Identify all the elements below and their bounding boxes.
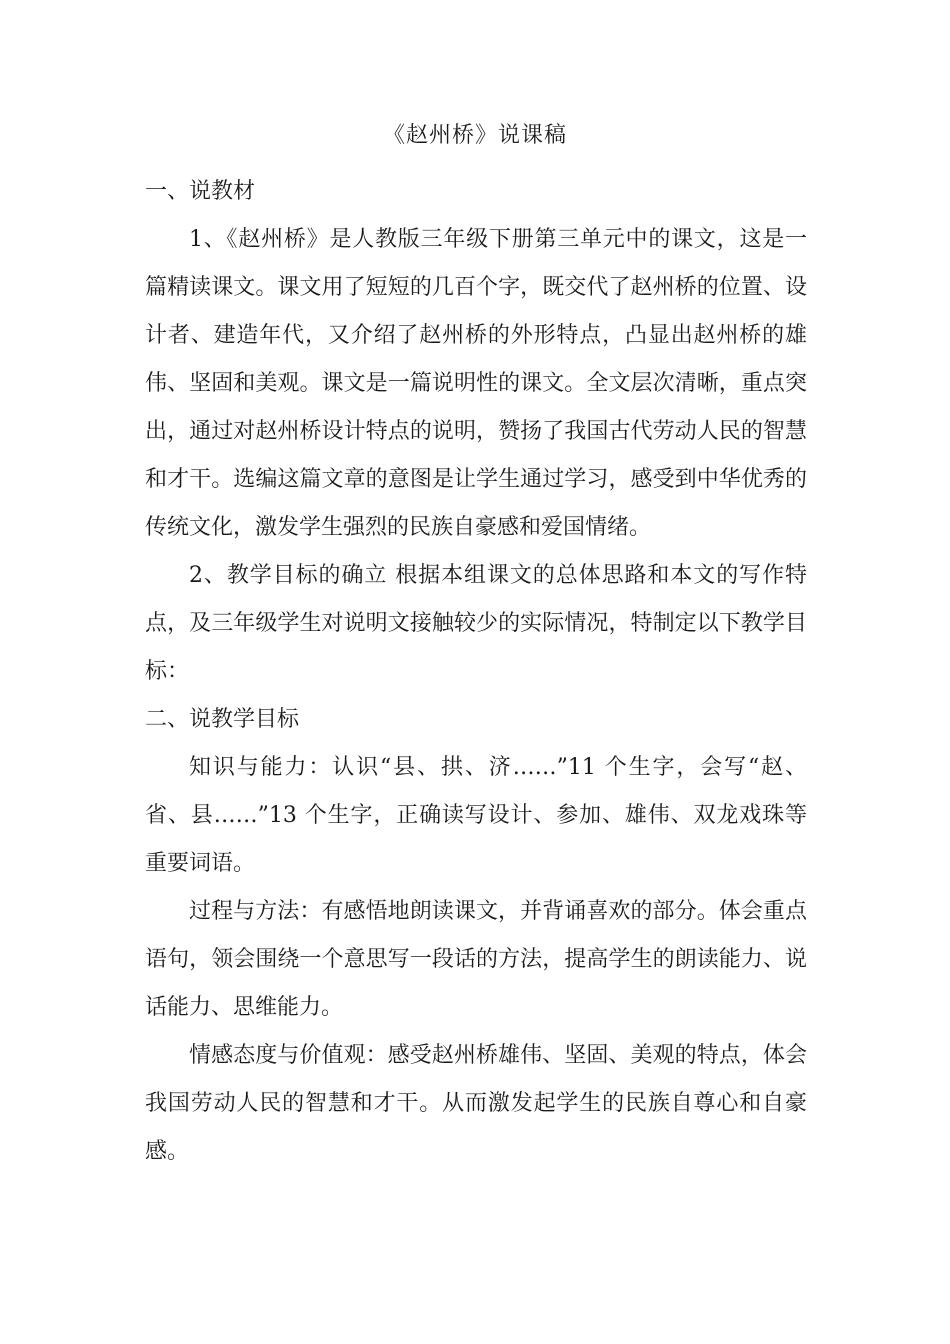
paragraph-knowledge-ability: 知识与能力：认识“县、拱、济……”11 个生字，会写“赵、省、县……”13 个生字，正确读写设计、参加、雄伟、双龙戏珠等重要词语。: [145, 755, 807, 876]
paragraph-textbook-overview: 1、《赵州桥》是人教版三年级下册第三单元中的课文，这是一篇精读课文。课文用了短短的几百个字，既交代了赵州桥的位置、设计者、建造年代，又介绍了赵州桥的外形特点，凸显出赵州桥的雄伟、坚固和美观。课文是一篇说明性的课文。全文层次清晰，重点突出，通过对赵州桥设计特点的说明，赞扬了我国古代劳动人民的智慧和才干。选编这篇文章的意图是让学生通过学习，感受到中华优秀的传统文化，激发学生强烈的民族自豪感和爱国情绪。: [145, 227, 807, 540]
paragraph-goal-setting: 2、教学目标的确立 根据本组课文的总体思路和本文的写作特点，及三年级学生对说明文接触较少的实际情况，特制定以下教学目标：: [145, 563, 807, 684]
paragraph-emotion-values: 情感态度与价值观：感受赵州桥雄伟、坚固、美观的特点，体会我国劳动人民的智慧和才干。从而激发起学生的民族自尊心和自豪感。: [145, 1043, 807, 1164]
document-body: [145, 168, 807, 1176]
section-heading-textbook: 一、说教材: [145, 179, 256, 204]
paragraph-process-method: 过程与方法：有感悟地朗读课文，并背诵喜欢的部分。体会重点语句，领会围绕一个意思写一段话的方法，提高学生的朗读能力、说话能力、思维能力。: [145, 899, 807, 1020]
section-heading-objectives: 二、说教学目标: [145, 707, 300, 732]
document-title: 《赵州桥》说课稿: [382, 123, 567, 148]
